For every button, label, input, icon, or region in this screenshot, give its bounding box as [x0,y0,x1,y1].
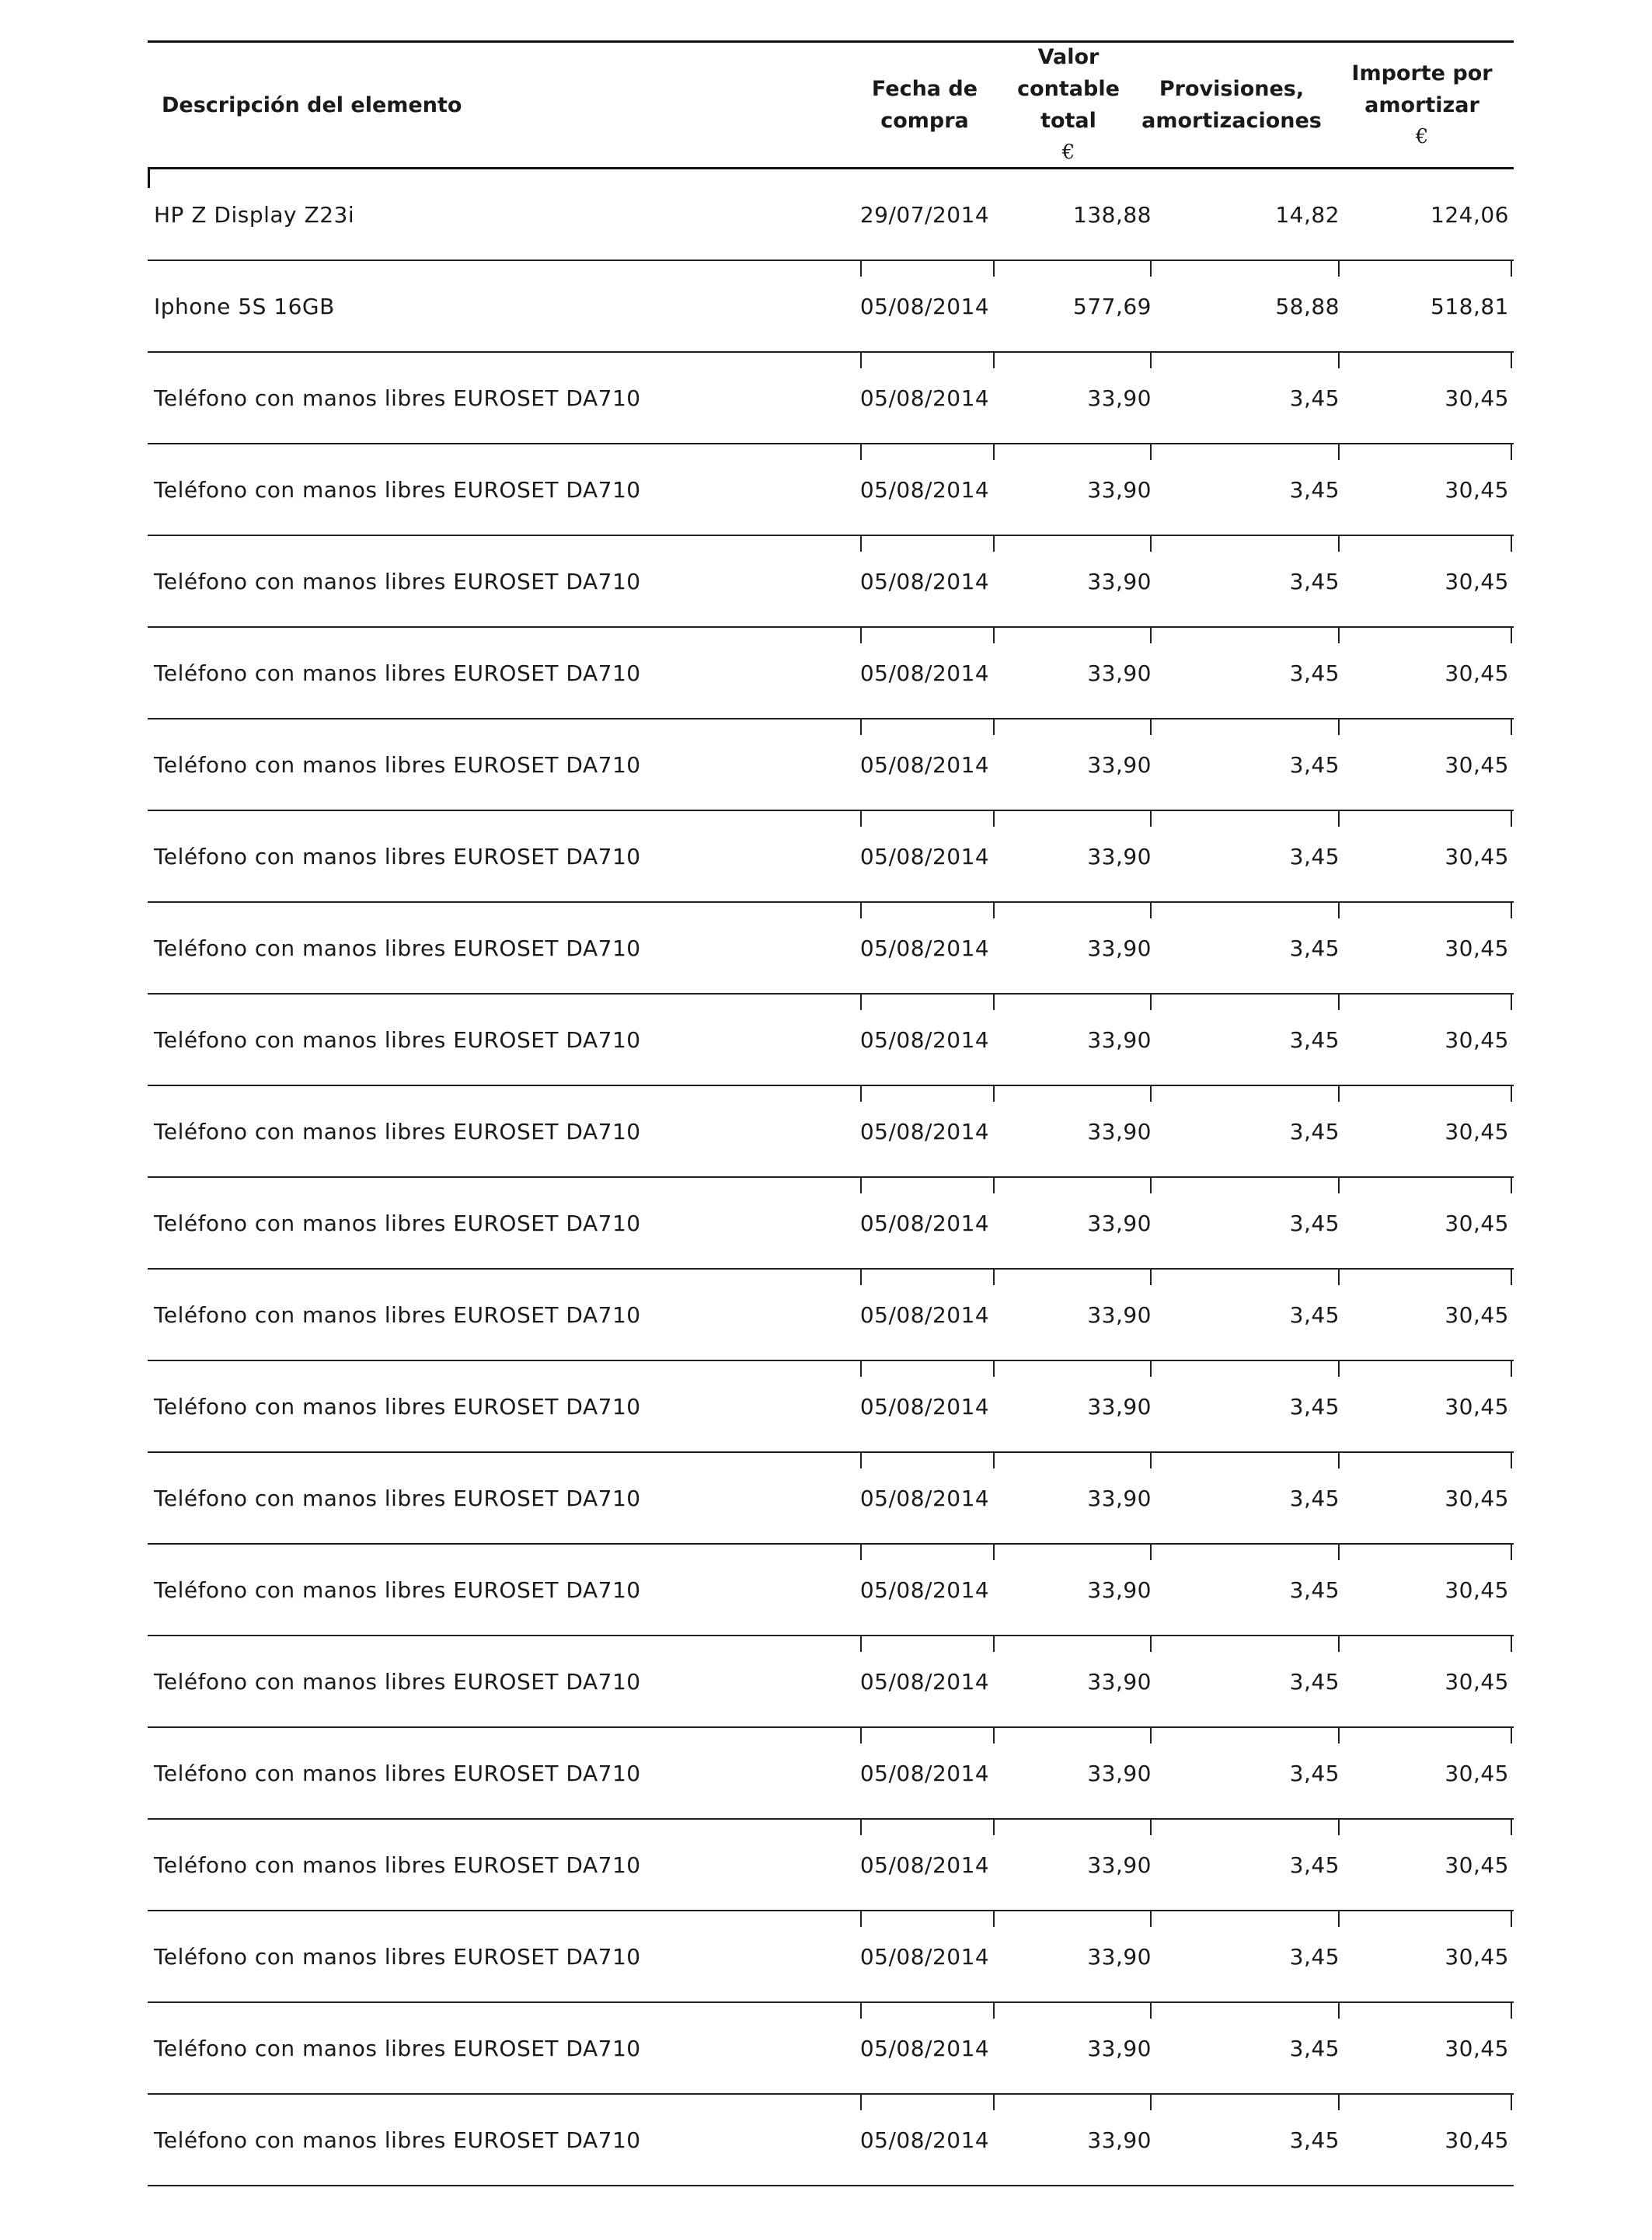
cell-book-value: 33,90 [1087,935,1152,961]
cell-description: Teléfono con manos libres EUROSET DA710 [154,1485,641,1511]
table-row [148,626,1514,718]
cell-purchase-date: 05/08/2014 [859,1668,990,1695]
table-row [148,351,1514,443]
cell-purchase-date: 05/08/2014 [859,751,990,778]
column-tick [993,628,995,643]
cell-purchase-date: 05/08/2014 [859,935,990,961]
cell-description: HP Z Display Z23i [154,201,355,228]
table-row [148,260,1514,351]
cell-amount-to-amortize: 30,45 [1445,1760,1509,1786]
cell-book-value: 33,90 [1087,568,1152,594]
cell-amount-to-amortize: 30,45 [1445,385,1509,411]
cell-provisions: 14,82 [1275,201,1340,228]
column-tick [1511,903,1512,918]
cell-amount-to-amortize: 30,45 [1445,1485,1509,1511]
cell-description: Teléfono con manos libres EUROSET DA710 [154,1210,641,1236]
column-tick [993,1820,995,1835]
cell-amount-to-amortize: 30,45 [1445,1393,1509,1420]
column-tick [1511,536,1512,552]
header-book-value [1002,43,1134,167]
cell-purchase-date: 05/08/2014 [859,1210,990,1236]
cell-purchase-date: 05/08/2014 [859,2127,990,2153]
cell-amount-to-amortize: 30,45 [1445,1118,1509,1144]
header-value-line1: Valor [1037,45,1100,69]
table-row [148,169,1514,260]
cell-provisions: 3,45 [1289,1760,1340,1786]
header-provisions-line2: amortizaciones [1141,109,1322,133]
cell-amount-to-amortize: 30,45 [1445,1668,1509,1695]
table-row [148,901,1514,993]
cell-description: Teléfono con manos libres EUROSET DA710 [154,1393,641,1420]
column-tick [1511,1086,1512,1102]
table-row [148,1635,1514,1726]
cell-amount-to-amortize: 30,45 [1445,1852,1509,1878]
column-tick [993,1911,995,1927]
column-tick [993,1636,995,1652]
header-provisions-line1: Provisiones, [1159,77,1305,101]
column-tick [1511,1545,1512,1560]
column-tick [1511,628,1512,643]
cell-purchase-date: 05/08/2014 [859,1760,990,1786]
cell-description: Teléfono con manos libres EUROSET DA710 [154,568,641,594]
cell-book-value: 33,90 [1087,1576,1152,1603]
cell-purchase-date: 05/08/2014 [859,660,990,686]
column-tick [1511,261,1512,277]
cell-provisions: 3,45 [1289,1210,1340,1236]
cell-provisions: 3,45 [1289,1393,1340,1420]
column-tick [1511,1820,1512,1835]
cell-book-value: 33,90 [1087,1485,1152,1511]
cell-book-value: 138,88 [1073,201,1152,228]
header-value-euro: € [1061,141,1075,164]
cell-purchase-date: 05/08/2014 [859,2035,990,2061]
header-value-line3 [1017,105,1120,169]
cell-description: Teléfono con manos libres EUROSET DA710 [154,843,641,869]
cell-purchase-date: 05/08/2014 [859,1943,990,1970]
cell-book-value: 33,90 [1087,660,1152,686]
cell-provisions: 3,45 [1289,1026,1340,1053]
cell-description: Teléfono con manos libres EUROSET DA710 [154,476,641,503]
cell-purchase-date: 05/08/2014 [859,1393,990,1420]
table-header [148,43,1514,169]
cell-amount-to-amortize: 30,45 [1445,1301,1509,1328]
cell-provisions: 3,45 [1289,751,1340,778]
header-amount-line2 [1351,89,1492,153]
cell-amount-to-amortize: 30,45 [1445,1576,1509,1603]
cell-book-value: 33,90 [1087,1118,1152,1144]
column-tick [1511,1636,1512,1652]
header-date-line1: Fecha de [871,77,978,101]
cell-provisions: 3,45 [1289,935,1340,961]
column-tick [1511,1361,1512,1377]
cell-book-value: 33,90 [1087,476,1152,503]
table-row [148,1451,1514,1543]
column-tick [993,995,995,1010]
cell-provisions: 3,45 [1289,385,1340,411]
cell-provisions: 3,45 [1289,660,1340,686]
table-row [148,443,1514,535]
column-tick [993,1545,995,1560]
column-tick [993,1086,995,1102]
cell-description: Teléfono con manos libres EUROSET DA710 [154,1026,641,1053]
cell-purchase-date: 05/08/2014 [859,476,990,503]
cell-provisions: 3,45 [1289,1668,1340,1695]
column-tick [1511,2095,1512,2110]
column-tick [1511,811,1512,827]
table-body [148,169,1514,2186]
table-row [148,2001,1514,2093]
table-row [148,718,1514,810]
column-tick [993,261,995,277]
cell-purchase-date: 05/08/2014 [859,1852,990,1878]
cell-description: Teléfono con manos libres EUROSET DA710 [154,1943,641,1970]
cell-amount-to-amortize: 30,45 [1445,843,1509,869]
column-tick [993,903,995,918]
cell-book-value: 33,90 [1087,1210,1152,1236]
column-tick [1511,353,1512,368]
cell-provisions: 3,45 [1289,1485,1340,1511]
cell-description: Teléfono con manos libres EUROSET DA710 [154,935,641,961]
cell-amount-to-amortize: 518,81 [1431,293,1509,319]
column-tick [1511,1911,1512,1927]
column-tick [1511,2003,1512,2019]
table-row [148,1818,1514,1910]
column-tick [1511,1453,1512,1468]
cell-purchase-date: 05/08/2014 [859,1026,990,1053]
column-tick [993,1453,995,1468]
cell-amount-to-amortize: 30,45 [1445,568,1509,594]
cell-purchase-date: 05/08/2014 [859,568,990,594]
cell-amount-to-amortize: 30,45 [1445,1210,1509,1236]
cell-amount-to-amortize: 30,45 [1445,751,1509,778]
cell-book-value: 33,90 [1087,1668,1152,1695]
cell-purchase-date: 05/08/2014 [859,1301,990,1328]
cell-description: Iphone 5S 16GB [154,293,335,319]
cell-purchase-date: 05/08/2014 [859,385,990,411]
cell-purchase-date: 05/08/2014 [859,843,990,869]
table-row [148,810,1514,901]
header-value-line2: contable [1017,77,1120,101]
table-row [148,1360,1514,1451]
cell-amount-to-amortize: 30,45 [1445,935,1509,961]
cell-purchase-date: 05/08/2014 [859,1576,990,1603]
asset-table [148,40,1514,2186]
column-tick [993,1178,995,1193]
header-description [162,43,462,167]
header-provisions [1142,43,1321,167]
cell-description: Teléfono con manos libres EUROSET DA710 [154,2035,641,2061]
cell-description: Teléfono con manos libres EUROSET DA710 [154,1760,641,1786]
column-tick [993,1270,995,1285]
column-tick [993,353,995,368]
column-tick [1511,444,1512,460]
cell-book-value: 33,90 [1087,1026,1152,1053]
column-tick [993,1728,995,1744]
header-amount-label: amortizar [1364,92,1479,117]
column-tick [993,536,995,552]
cell-amount-to-amortize: 30,45 [1445,1026,1509,1053]
header-date-line2: compra [880,109,969,133]
cell-provisions: 3,45 [1289,2035,1340,2061]
cell-description: Teléfono con manos libres EUROSET DA710 [154,1301,641,1328]
cell-provisions: 3,45 [1289,1852,1340,1878]
header-purchase-date [860,43,989,167]
table-row [148,993,1514,1085]
cell-amount-to-amortize: 30,45 [1445,660,1509,686]
header-description-label: Descripción del elemento [162,92,462,117]
cell-book-value: 33,90 [1087,1301,1152,1328]
cell-book-value: 33,90 [1087,1760,1152,1786]
cell-book-value: 33,90 [1087,1393,1152,1420]
cell-book-value: 33,90 [1087,1943,1152,1970]
header-amount-to-amortize [1340,43,1504,167]
cell-description: Teléfono con manos libres EUROSET DA710 [154,1118,641,1144]
cell-purchase-date: 05/08/2014 [859,293,990,319]
cell-description: Teléfono con manos libres EUROSET DA710 [154,1852,641,1878]
cell-provisions: 3,45 [1289,1943,1340,1970]
cell-provisions: 58,88 [1275,293,1340,319]
column-tick [1511,1270,1512,1285]
cell-amount-to-amortize: 30,45 [1445,2035,1509,2061]
cell-book-value: 33,90 [1087,2127,1152,2153]
table-row [148,1085,1514,1176]
cell-book-value: 33,90 [1087,385,1152,411]
cell-provisions: 3,45 [1289,476,1340,503]
column-tick [1511,1178,1512,1193]
cell-provisions: 3,45 [1289,1576,1340,1603]
cell-purchase-date: 05/08/2014 [859,1118,990,1144]
header-value-total: total [1040,109,1096,133]
cell-amount-to-amortize: 30,45 [1445,2127,1509,2153]
table-row [148,1726,1514,1818]
table-row [148,1176,1514,1268]
cell-book-value: 33,90 [1087,2035,1152,2061]
cell-amount-to-amortize: 30,45 [1445,1943,1509,1970]
column-tick [993,811,995,827]
column-tick [993,1361,995,1377]
cell-book-value: 33,90 [1087,1852,1152,1878]
cell-provisions: 3,45 [1289,1301,1340,1328]
cell-description: Teléfono con manos libres EUROSET DA710 [154,385,641,411]
cell-amount-to-amortize: 30,45 [1445,476,1509,503]
header-amount-euro: € [1415,124,1429,148]
column-tick [993,444,995,460]
cell-book-value: 577,69 [1073,293,1152,319]
cell-book-value: 33,90 [1087,843,1152,869]
column-tick [1511,719,1512,735]
column-tick [1511,995,1512,1010]
cell-purchase-date: 05/08/2014 [859,1485,990,1511]
cell-provisions: 3,45 [1289,568,1340,594]
cell-description: Teléfono con manos libres EUROSET DA710 [154,751,641,778]
cell-description: Teléfono con manos libres EUROSET DA710 [154,2127,641,2153]
cell-provisions: 3,45 [1289,1118,1340,1144]
header-amount-line1: Importe por [1351,61,1493,85]
cell-provisions: 3,45 [1289,843,1340,869]
cell-description: Teléfono con manos libres EUROSET DA710 [154,1576,641,1603]
cell-description: Teléfono con manos libres EUROSET DA710 [154,1668,641,1695]
table-row [148,1268,1514,1360]
cell-amount-to-amortize: 124,06 [1431,201,1509,228]
column-tick [1511,1728,1512,1744]
table-row [148,1543,1514,1635]
column-tick [993,2095,995,2110]
table-row [148,2093,1514,2186]
column-tick [993,2003,995,2019]
table-row [148,1910,1514,2001]
column-tick [993,719,995,735]
cell-purchase-date: 29/07/2014 [859,201,990,228]
cell-provisions: 3,45 [1289,2127,1340,2153]
cell-book-value: 33,90 [1087,751,1152,778]
table-row [148,535,1514,626]
row-corner-tick [148,169,150,188]
cell-description: Teléfono con manos libres EUROSET DA710 [154,660,641,686]
